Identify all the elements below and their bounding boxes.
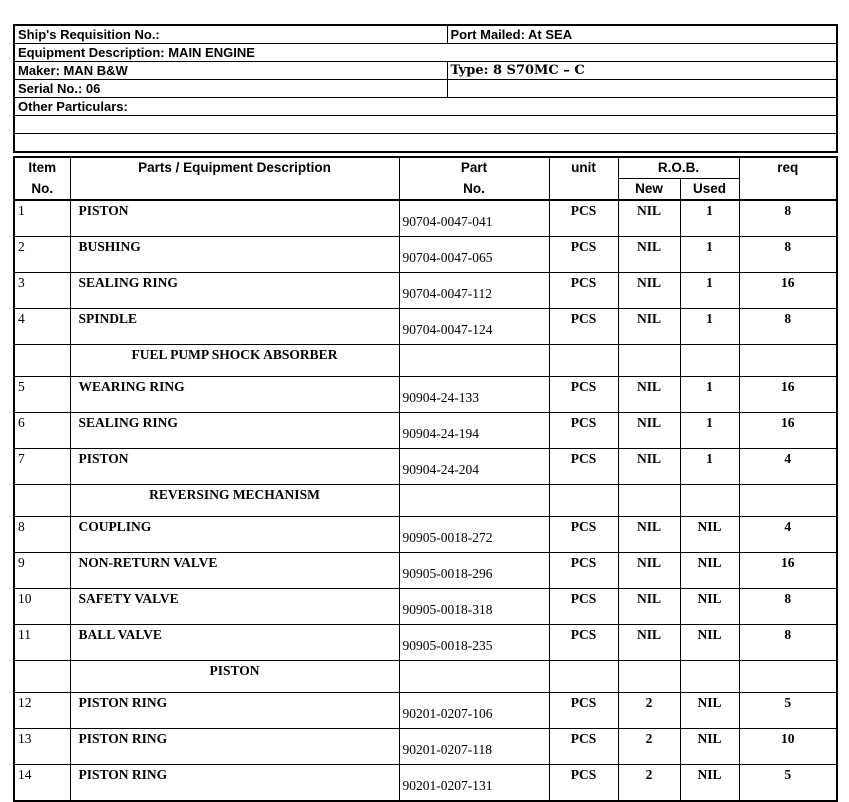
rob-used: 1 (680, 237, 739, 273)
required-qty: 16 (739, 273, 837, 309)
section-blank (680, 345, 739, 377)
item-description: BALL VALVE (70, 625, 399, 661)
maker: Maker: MAN B&W (14, 62, 447, 80)
col-part-header: Part (399, 157, 549, 179)
rob-used: 1 (680, 377, 739, 413)
section-blank (618, 661, 680, 693)
section-blank (680, 485, 739, 517)
rob-used: NIL (680, 729, 739, 765)
table-row (14, 693, 837, 729)
blank-line (14, 134, 837, 153)
item-description: PISTON RING (70, 729, 399, 765)
unit: PCS (549, 625, 618, 661)
header-row-serial (14, 80, 837, 98)
part-number: 90201-0207-106 (399, 693, 549, 729)
col-item-header: Item (14, 157, 70, 179)
equipment-description: Equipment Description: MAIN ENGINE (14, 44, 837, 62)
item-description: NON-RETURN VALVE (70, 553, 399, 589)
col-rob-used-header: Used (680, 179, 739, 201)
requisition-document (13, 24, 836, 802)
item-description: COUPLING (70, 517, 399, 553)
engine-type: Type: 8 S70MC – C (447, 62, 837, 80)
unit: PCS (549, 237, 618, 273)
unit: PCS (549, 729, 618, 765)
blank-line (14, 116, 837, 134)
unit: PCS (549, 517, 618, 553)
rob-used: NIL (680, 517, 739, 553)
table-row (14, 200, 837, 237)
unit: PCS (549, 553, 618, 589)
item-number: 6 (14, 413, 70, 449)
part-number: 90905-0018-296 (399, 553, 549, 589)
column-header-row-2 (14, 179, 837, 201)
rob-new: NIL (618, 553, 680, 589)
required-qty: 5 (739, 693, 837, 729)
required-qty: 16 (739, 553, 837, 589)
table-row (14, 625, 837, 661)
rob-used: 1 (680, 200, 739, 237)
required-qty: 4 (739, 517, 837, 553)
required-qty: 4 (739, 449, 837, 485)
rob-used: 1 (680, 309, 739, 345)
port-mailed: Port Mailed: At SEA (447, 25, 837, 44)
header-row-requisition (14, 25, 837, 44)
section-blank (739, 485, 837, 517)
required-qty: 8 (739, 625, 837, 661)
table-row (14, 377, 837, 413)
unit: PCS (549, 413, 618, 449)
item-description: PISTON (70, 449, 399, 485)
table-row (14, 237, 837, 273)
section-row (14, 661, 837, 693)
part-number: 90201-0207-118 (399, 729, 549, 765)
item-number: 11 (14, 625, 70, 661)
unit: PCS (549, 200, 618, 237)
item-description: SEALING RING (70, 273, 399, 309)
required-qty: 8 (739, 589, 837, 625)
unit: PCS (549, 765, 618, 802)
rob-new: NIL (618, 237, 680, 273)
part-number: 90905-0018-318 (399, 589, 549, 625)
item-description: SPINDLE (70, 309, 399, 345)
item-description: BUSHING (70, 237, 399, 273)
item-number: 5 (14, 377, 70, 413)
section-blank (739, 661, 837, 693)
unit: PCS (549, 309, 618, 345)
col-description-header-2 (70, 179, 399, 201)
col-rob-new-header: New (618, 179, 680, 201)
item-description: PISTON RING (70, 765, 399, 802)
table-row (14, 589, 837, 625)
col-req-header-2 (739, 179, 837, 201)
col-description-header: Parts / Equipment Description (70, 157, 399, 179)
part-number: 90704-0047-124 (399, 309, 549, 345)
item-number: 1 (14, 200, 70, 237)
unit: PCS (549, 377, 618, 413)
serial-number: Serial No.: 06 (14, 80, 447, 98)
parts-table (13, 156, 838, 802)
item-number: 3 (14, 273, 70, 309)
col-item-header-2: No. (14, 179, 70, 201)
table-row (14, 553, 837, 589)
table-row (14, 449, 837, 485)
rob-new: 2 (618, 729, 680, 765)
rob-new: NIL (618, 625, 680, 661)
part-number: 90905-0018-235 (399, 625, 549, 661)
rob-used: 1 (680, 449, 739, 485)
required-qty: 8 (739, 237, 837, 273)
rob-new: NIL (618, 413, 680, 449)
required-qty: 5 (739, 765, 837, 802)
col-req-header: req (739, 157, 837, 179)
required-qty: 8 (739, 200, 837, 237)
part-number: 90704-0047-065 (399, 237, 549, 273)
required-qty: 8 (739, 309, 837, 345)
header-table (13, 24, 838, 153)
item-description: WEARING RING (70, 377, 399, 413)
table-row (14, 273, 837, 309)
required-qty: 16 (739, 377, 837, 413)
item-description: PISTON (70, 200, 399, 237)
unit: PCS (549, 449, 618, 485)
required-qty: 16 (739, 413, 837, 449)
section-item-blank (14, 661, 70, 693)
part-number: 90904-24-133 (399, 377, 549, 413)
rob-used: NIL (680, 553, 739, 589)
rob-new: NIL (618, 449, 680, 485)
item-number: 4 (14, 309, 70, 345)
unit: PCS (549, 273, 618, 309)
rob-used: 1 (680, 413, 739, 449)
required-qty: 10 (739, 729, 837, 765)
table-row (14, 729, 837, 765)
section-title: REVERSING MECHANISM (70, 485, 399, 517)
item-number: 13 (14, 729, 70, 765)
unit: PCS (549, 693, 618, 729)
other-particulars: Other Particulars: (14, 98, 837, 116)
section-item-blank (14, 345, 70, 377)
rob-new: NIL (618, 377, 680, 413)
rob-used: 1 (680, 273, 739, 309)
header-row-maker (14, 62, 837, 80)
section-blank (549, 345, 618, 377)
item-number: 7 (14, 449, 70, 485)
requisition-label: Ship's Requisition No.: (14, 25, 447, 44)
section-row (14, 485, 837, 517)
section-title: PISTON (70, 661, 399, 693)
col-unit-header: unit (549, 157, 618, 179)
item-number: 12 (14, 693, 70, 729)
section-blank (399, 485, 549, 517)
part-number: 90905-0018-272 (399, 517, 549, 553)
item-number: 10 (14, 589, 70, 625)
item-number: 8 (14, 517, 70, 553)
part-number: 90904-24-194 (399, 413, 549, 449)
item-description: SAFETY VALVE (70, 589, 399, 625)
section-blank (399, 661, 549, 693)
part-number: 90704-0047-041 (399, 200, 549, 237)
rob-new: 2 (618, 765, 680, 802)
rob-used: NIL (680, 693, 739, 729)
unit: PCS (549, 589, 618, 625)
table-row (14, 517, 837, 553)
rob-new: NIL (618, 517, 680, 553)
header-row-other (14, 98, 837, 116)
col-unit-header-2 (549, 179, 618, 201)
item-description: PISTON RING (70, 693, 399, 729)
item-number: 14 (14, 765, 70, 802)
section-item-blank (14, 485, 70, 517)
part-number: 90201-0207-131 (399, 765, 549, 802)
section-blank (739, 345, 837, 377)
section-blank (618, 485, 680, 517)
section-blank (680, 661, 739, 693)
rob-new: NIL (618, 589, 680, 625)
part-number: 90704-0047-112 (399, 273, 549, 309)
section-blank (618, 345, 680, 377)
rob-new: 2 (618, 693, 680, 729)
header-row-blank-2 (14, 134, 837, 153)
table-row (14, 413, 837, 449)
col-part-header-2: No. (399, 179, 549, 201)
item-number: 2 (14, 237, 70, 273)
column-header-row-1 (14, 157, 837, 179)
section-blank (549, 661, 618, 693)
header-row-blank-1 (14, 116, 837, 134)
rob-new: NIL (618, 309, 680, 345)
serial-blank (447, 80, 837, 98)
col-rob-header: R.O.B. (618, 157, 739, 179)
section-row (14, 345, 837, 377)
rob-used: NIL (680, 589, 739, 625)
rob-used: NIL (680, 765, 739, 802)
item-description: SEALING RING (70, 413, 399, 449)
rob-new: NIL (618, 273, 680, 309)
table-row (14, 309, 837, 345)
header-row-equipment (14, 44, 837, 62)
section-blank (399, 345, 549, 377)
item-number: 9 (14, 553, 70, 589)
rob-new: NIL (618, 200, 680, 237)
part-number: 90904-24-204 (399, 449, 549, 485)
table-row (14, 765, 837, 802)
rob-used: NIL (680, 625, 739, 661)
section-title: FUEL PUMP SHOCK ABSORBER (70, 345, 399, 377)
section-blank (549, 485, 618, 517)
